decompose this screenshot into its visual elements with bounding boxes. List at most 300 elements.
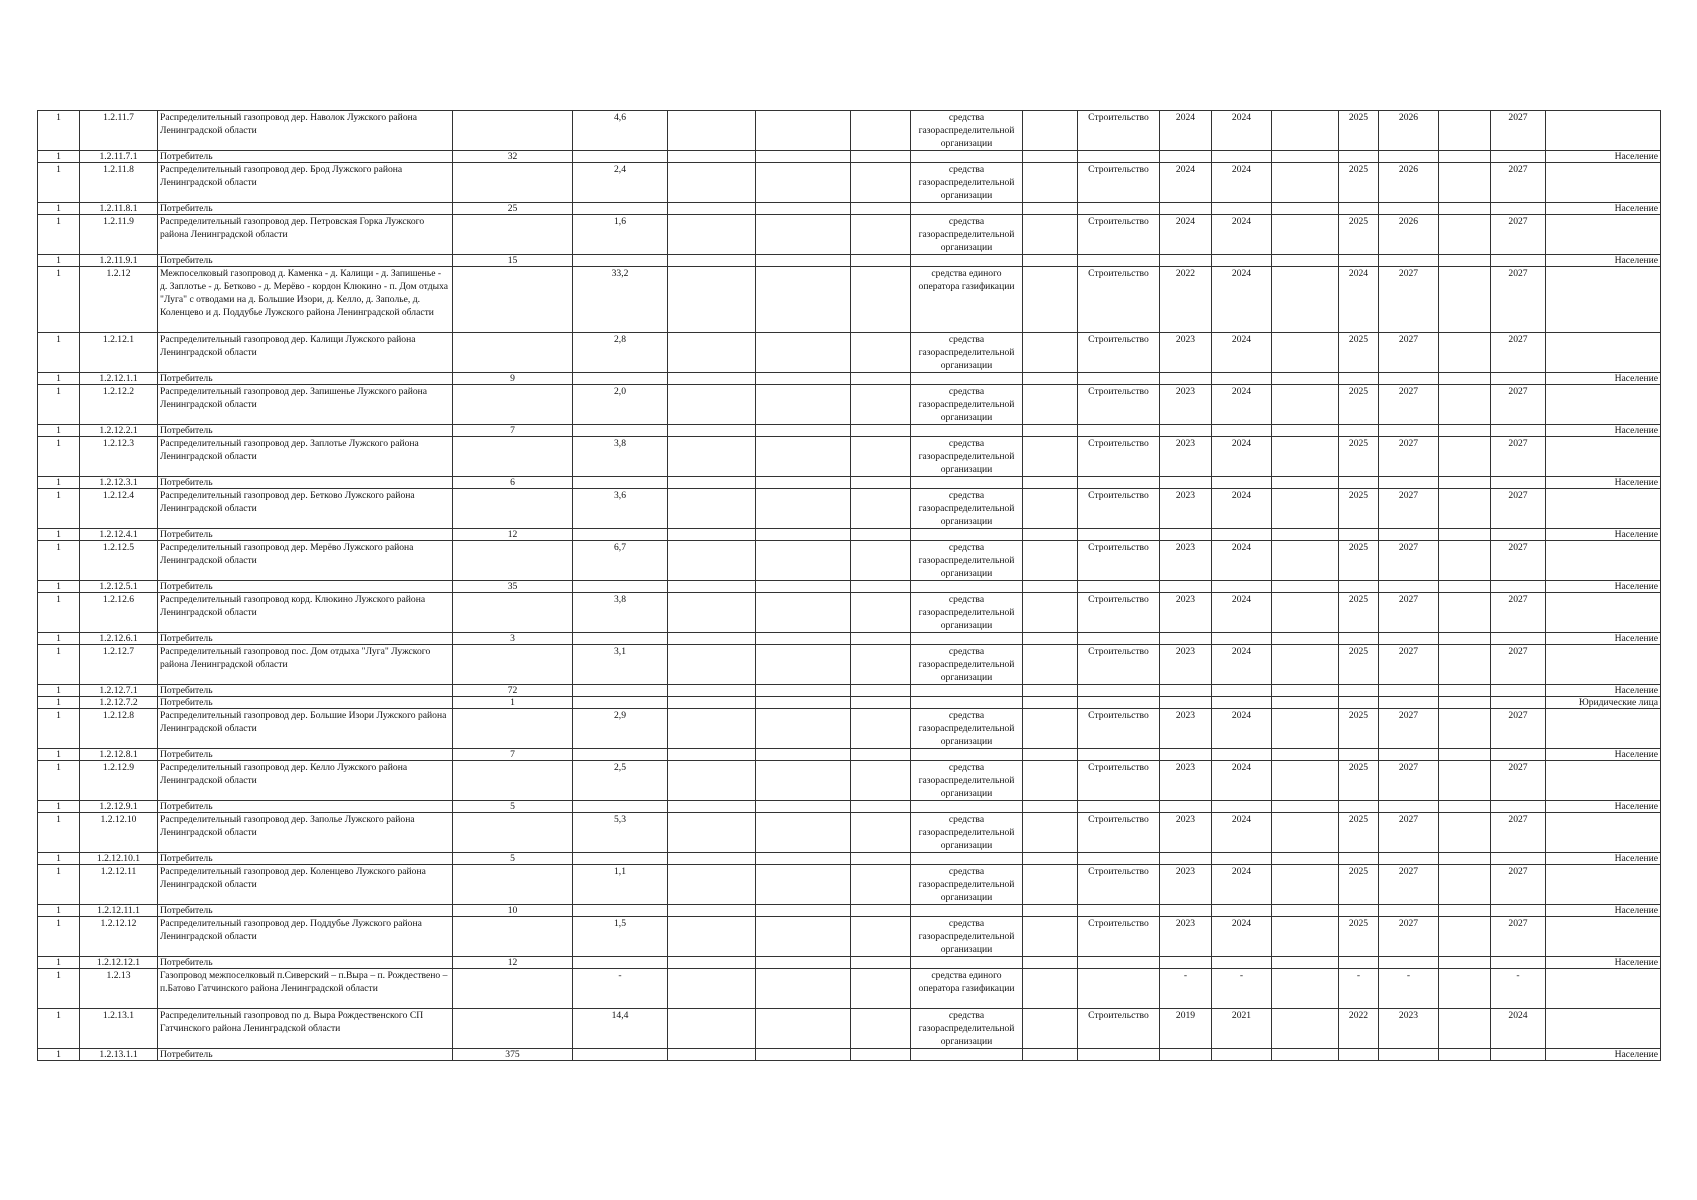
col-c17 [1439,905,1491,917]
consumer-row [38,203,1661,215]
col-c10 [1023,645,1078,685]
col-year-a [1339,373,1379,385]
col-c7 [756,749,851,761]
col-year-a [1339,905,1379,917]
col-c6 [668,489,756,529]
col-consumer-type: Население [1546,905,1661,917]
col-code: 1.2.12.12 [80,917,158,957]
col-c17 [1439,709,1491,749]
col-year-end [1212,905,1272,917]
col-level: 1 [38,541,80,581]
col-level: 1 [38,853,80,865]
col-c6 [668,529,756,541]
col-c6 [668,749,756,761]
col-consumers: 15 [453,255,573,267]
col-name: Потребитель [158,697,453,709]
col-year-end: 2024 [1212,385,1272,425]
col-c14 [1272,1009,1339,1049]
col-c10 [1023,541,1078,581]
col-code: 1.2.13.1.1 [80,1049,158,1061]
col-funding: средства газораспределительной организации [911,709,1023,749]
col-year-a: - [1339,969,1379,1009]
col-year-end [1212,1049,1272,1061]
col-year-start: 2023 [1160,813,1212,853]
col-c7 [756,373,851,385]
col-consumer-type: Население [1546,633,1661,645]
col-year-start: 2023 [1160,385,1212,425]
col-year-end [1212,203,1272,215]
col-level: 1 [38,969,80,1009]
col-c10 [1023,633,1078,645]
col-c17 [1439,801,1491,813]
col-c7 [756,111,851,151]
col-length: 14,4 [573,1009,668,1049]
col-c14 [1272,697,1339,709]
col-year-c [1491,1049,1546,1061]
col-c7 [756,267,851,333]
col-c8 [851,215,911,255]
pipeline-row [38,645,1661,685]
col-name: Газопровод межпоселковый п.Сиверский – п.Выра – п. Рождествено – п.Батово Гатчинского района Ленинградской области [158,969,453,1009]
col-length: 2,0 [573,385,668,425]
col-c8 [851,151,911,163]
col-year-b: 2027 [1379,489,1439,529]
col-length: 2,9 [573,709,668,749]
col-year-a [1339,581,1379,593]
col-code: 1.2.11.7 [80,111,158,151]
col-code: 1.2.12.5 [80,541,158,581]
col-c7 [756,581,851,593]
col-funding: средства газораспределительной организации [911,489,1023,529]
col-level: 1 [38,425,80,437]
col-year-start [1160,1049,1212,1061]
col-c17 [1439,215,1491,255]
consumer-row [38,633,1661,645]
col-work-type: Строительство [1078,541,1160,581]
col-code: 1.2.12.4.1 [80,529,158,541]
col-c7 [756,151,851,163]
col-consumers: 12 [453,957,573,969]
col-code: 1.2.12.3 [80,437,158,477]
col-consumer-type [1546,865,1661,905]
col-length: 6,7 [573,541,668,581]
col-level: 1 [38,813,80,853]
col-year-b: 2027 [1379,385,1439,425]
col-work-type: Строительство [1078,111,1160,151]
col-consumer-type [1546,163,1661,203]
col-name: Потребитель [158,1049,453,1061]
consumer-row [38,477,1661,489]
col-consumers: 7 [453,749,573,761]
col-year-start: 2023 [1160,489,1212,529]
col-consumers: 32 [453,151,573,163]
col-year-b: 2027 [1379,917,1439,957]
col-c10 [1023,255,1078,267]
col-c14 [1272,685,1339,697]
col-name: Потребитель [158,255,453,267]
col-c14 [1272,633,1339,645]
col-consumer-type: Население [1546,373,1661,385]
col-year-b [1379,801,1439,813]
pipeline-row [38,385,1661,425]
col-year-start [1160,633,1212,645]
col-year-b [1379,633,1439,645]
col-c17 [1439,425,1491,437]
col-year-b [1379,697,1439,709]
col-year-start [1160,697,1212,709]
col-c10 [1023,709,1078,749]
col-c6 [668,373,756,385]
col-c10 [1023,1009,1078,1049]
col-c14 [1272,255,1339,267]
col-consumer-type: Юридические лица [1546,697,1661,709]
col-year-c: 2027 [1491,333,1546,373]
col-c7 [756,1009,851,1049]
col-c8 [851,633,911,645]
col-year-end: 2024 [1212,645,1272,685]
col-consumers [453,489,573,529]
col-code: 1.2.12.4 [80,489,158,529]
col-year-end [1212,373,1272,385]
col-consumers [453,813,573,853]
col-year-start [1160,373,1212,385]
col-c6 [668,593,756,633]
col-year-b [1379,373,1439,385]
col-consumer-type: Население [1546,853,1661,865]
col-year-end: 2024 [1212,541,1272,581]
col-year-b: 2027 [1379,437,1439,477]
col-c8 [851,111,911,151]
col-level: 1 [38,749,80,761]
col-year-start: 2023 [1160,709,1212,749]
col-year-b: 2027 [1379,645,1439,685]
col-year-b: 2027 [1379,333,1439,373]
col-year-c: 2027 [1491,813,1546,853]
col-funding: средства газораспределительной организации [911,865,1023,905]
col-c6 [668,1049,756,1061]
col-code: 1.2.12 [80,267,158,333]
col-c10 [1023,813,1078,853]
col-c6 [668,917,756,957]
col-c8 [851,437,911,477]
col-year-a [1339,477,1379,489]
col-year-start: 2024 [1160,215,1212,255]
col-length: 4,6 [573,111,668,151]
col-c8 [851,581,911,593]
col-level: 1 [38,1049,80,1061]
col-funding [911,957,1023,969]
col-year-end [1212,749,1272,761]
col-work-type [1078,969,1160,1009]
col-name: Распределительный газопровод дер. Калищи Лужского района Ленинградской области [158,333,453,373]
pipeline-row [38,437,1661,477]
col-work-type: Строительство [1078,215,1160,255]
col-consumers [453,111,573,151]
col-c10 [1023,477,1078,489]
col-c14 [1272,761,1339,801]
col-year-b [1379,529,1439,541]
col-consumers: 12 [453,529,573,541]
col-year-c: 2027 [1491,865,1546,905]
col-consumer-type [1546,645,1661,685]
col-year-b [1379,957,1439,969]
col-work-type: Строительство [1078,267,1160,333]
col-year-end: 2024 [1212,215,1272,255]
col-funding: средства газораспределительной организации [911,593,1023,633]
col-year-c: 2027 [1491,541,1546,581]
col-c7 [756,865,851,905]
col-year-b [1379,853,1439,865]
col-code: 1.2.12.10 [80,813,158,853]
col-funding: средства газораспределительной организации [911,215,1023,255]
col-c17 [1439,163,1491,203]
col-c17 [1439,593,1491,633]
col-year-c: 2027 [1491,437,1546,477]
col-year-start: 2023 [1160,437,1212,477]
consumer-row [38,373,1661,385]
col-consumers: 3 [453,633,573,645]
col-level: 1 [38,685,80,697]
col-consumers [453,541,573,581]
col-consumers [453,709,573,749]
col-funding: средства газораспределительной организации [911,761,1023,801]
col-consumer-type [1546,709,1661,749]
col-year-a [1339,529,1379,541]
col-consumer-type [1546,1009,1661,1049]
col-year-start [1160,749,1212,761]
col-length: 1,5 [573,917,668,957]
pipeline-row [38,215,1661,255]
col-level: 1 [38,905,80,917]
col-c6 [668,633,756,645]
col-length [573,425,668,437]
col-year-start [1160,151,1212,163]
col-c6 [668,709,756,749]
consumer-row [38,801,1661,813]
col-length: 3,8 [573,437,668,477]
col-consumer-type: Население [1546,203,1661,215]
col-c14 [1272,865,1339,905]
col-funding [911,203,1023,215]
col-name: Потребитель [158,685,453,697]
col-name: Распределительный газопровод дер. Петровская Горка Лужского района Ленинградской области [158,215,453,255]
col-year-end: 2024 [1212,761,1272,801]
consumer-row [38,425,1661,437]
col-year-end [1212,801,1272,813]
col-c7 [756,1049,851,1061]
col-length [573,477,668,489]
col-c7 [756,685,851,697]
col-year-b: 2027 [1379,267,1439,333]
col-level: 1 [38,489,80,529]
col-c8 [851,477,911,489]
col-year-a [1339,853,1379,865]
col-c8 [851,333,911,373]
col-c10 [1023,203,1078,215]
col-c6 [668,905,756,917]
col-year-c [1491,633,1546,645]
col-year-b: 2027 [1379,813,1439,853]
col-name: Распределительный газопровод дер. Заплотье Лужского района Ленинградской области [158,437,453,477]
col-c14 [1272,203,1339,215]
col-c14 [1272,437,1339,477]
col-year-c: 2027 [1491,593,1546,633]
col-work-type [1078,697,1160,709]
col-length: 2,8 [573,333,668,373]
col-year-a: 2025 [1339,709,1379,749]
col-year-c: 2027 [1491,489,1546,529]
col-name: Распределительный газопровод пос. Дом отдыха "Луга" Лужского района Ленинградской области [158,645,453,685]
col-c17 [1439,437,1491,477]
col-c14 [1272,333,1339,373]
col-c6 [668,957,756,969]
col-name: Потребитель [158,581,453,593]
col-year-b [1379,255,1439,267]
col-level: 1 [38,373,80,385]
col-c14 [1272,215,1339,255]
col-year-b: 2026 [1379,163,1439,203]
col-c17 [1439,529,1491,541]
col-consumers: 7 [453,425,573,437]
col-level: 1 [38,761,80,801]
col-level: 1 [38,333,80,373]
col-year-c: 2027 [1491,709,1546,749]
col-year-b [1379,1049,1439,1061]
col-year-c [1491,529,1546,541]
col-year-b [1379,581,1439,593]
col-year-start: 2023 [1160,865,1212,905]
col-level: 1 [38,385,80,425]
col-level: 1 [38,581,80,593]
col-c7 [756,917,851,957]
col-consumer-type: Население [1546,1049,1661,1061]
col-work-type: Строительство [1078,1009,1160,1049]
consumer-row [38,151,1661,163]
col-length [573,203,668,215]
col-c8 [851,697,911,709]
col-year-end [1212,853,1272,865]
col-year-a [1339,203,1379,215]
col-name: Потребитель [158,373,453,385]
col-c14 [1272,917,1339,957]
col-c17 [1439,255,1491,267]
col-c10 [1023,333,1078,373]
col-work-type [1078,203,1160,215]
col-work-type: Строительство [1078,813,1160,853]
col-c7 [756,969,851,1009]
col-year-end: - [1212,969,1272,1009]
col-c6 [668,385,756,425]
col-level: 1 [38,437,80,477]
col-length: 3,8 [573,593,668,633]
col-year-a: 2025 [1339,761,1379,801]
col-consumers: 1 [453,697,573,709]
col-c8 [851,373,911,385]
col-c10 [1023,905,1078,917]
col-consumer-type [1546,761,1661,801]
col-code: 1.2.12.10.1 [80,853,158,865]
consumer-row [38,957,1661,969]
col-name: Распределительный газопровод корд. Клюкино Лужского района Ленинградской области [158,593,453,633]
col-code: 1.2.12.6.1 [80,633,158,645]
col-code: 1.2.12.11.1 [80,905,158,917]
col-code: 1.2.12.6 [80,593,158,633]
col-c17 [1439,333,1491,373]
col-code: 1.2.12.12.1 [80,957,158,969]
col-length [573,151,668,163]
col-funding: средства газораспределительной организации [911,385,1023,425]
col-c17 [1439,865,1491,905]
col-c10 [1023,215,1078,255]
col-year-end [1212,425,1272,437]
col-work-type [1078,1049,1160,1061]
col-c17 [1439,813,1491,853]
col-funding: средства газораспределительной организации [911,917,1023,957]
col-funding [911,697,1023,709]
col-c17 [1439,633,1491,645]
col-year-start [1160,853,1212,865]
col-work-type: Строительство [1078,385,1160,425]
col-work-type: Строительство [1078,593,1160,633]
col-name: Потребитель [158,633,453,645]
col-funding: средства газораспределительной организации [911,163,1023,203]
col-year-b: 2027 [1379,541,1439,581]
col-level: 1 [38,1009,80,1049]
col-c7 [756,813,851,853]
col-c7 [756,203,851,215]
col-length [573,581,668,593]
col-c8 [851,969,911,1009]
col-year-start: 2023 [1160,593,1212,633]
col-level: 1 [38,801,80,813]
consumer-row [38,529,1661,541]
pipeline-row [38,267,1661,333]
col-c7 [756,425,851,437]
col-year-b: 2023 [1379,1009,1439,1049]
col-c10 [1023,151,1078,163]
col-year-start [1160,255,1212,267]
col-work-type [1078,633,1160,645]
col-c8 [851,425,911,437]
col-year-end: 2024 [1212,813,1272,853]
col-work-type: Строительство [1078,437,1160,477]
col-c6 [668,697,756,709]
col-c17 [1439,385,1491,425]
col-level: 1 [38,163,80,203]
col-c6 [668,645,756,685]
col-year-end: 2021 [1212,1009,1272,1049]
col-consumer-type [1546,267,1661,333]
col-c8 [851,529,911,541]
col-year-c: 2027 [1491,267,1546,333]
col-c14 [1272,1049,1339,1061]
pipeline-row [38,593,1661,633]
col-consumers [453,865,573,905]
col-year-end: 2024 [1212,437,1272,477]
pipeline-row [38,709,1661,749]
col-c14 [1272,593,1339,633]
col-c17 [1439,477,1491,489]
col-c17 [1439,761,1491,801]
col-year-a: 2022 [1339,1009,1379,1049]
col-c8 [851,709,911,749]
col-c17 [1439,853,1491,865]
col-year-b [1379,685,1439,697]
col-c7 [756,593,851,633]
col-c14 [1272,541,1339,581]
col-name: Потребитель [158,151,453,163]
col-length: 5,3 [573,813,668,853]
